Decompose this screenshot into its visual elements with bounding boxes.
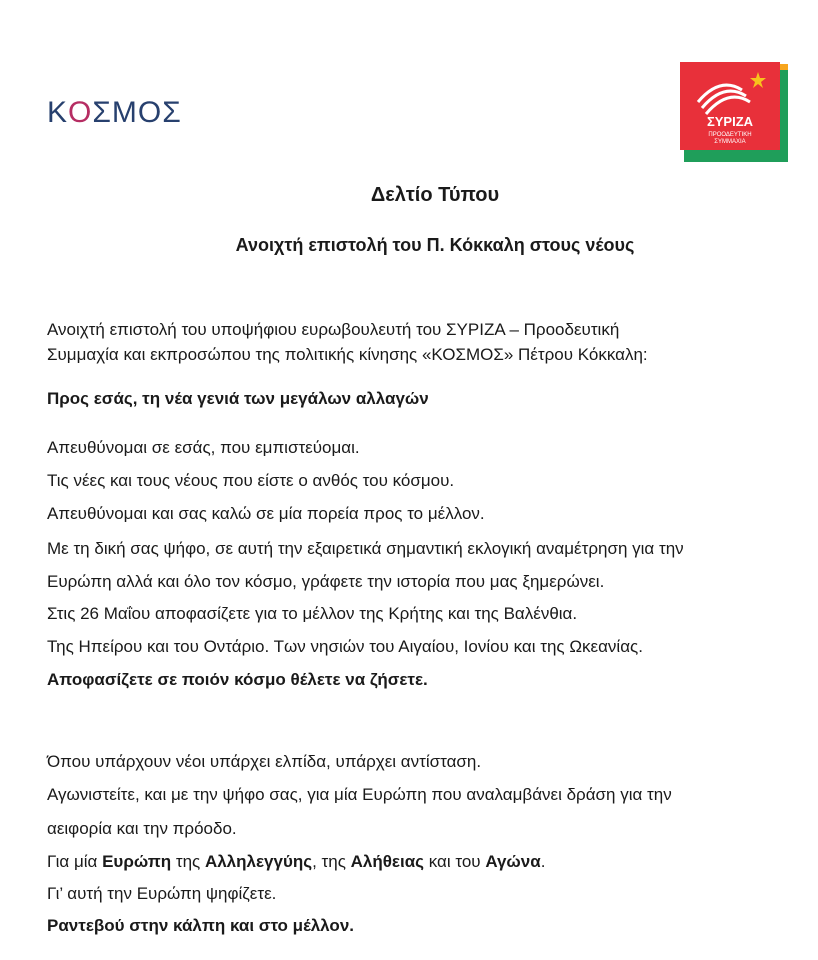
word-truth: Αλήθειας: [350, 852, 425, 871]
document-subtitle: Ανοιχτή επιστολή του Π. Κόκκαλη στους νέους: [235, 235, 635, 255]
letter-heading: Προς εσάς, τη νέα γενιά των μεγάλων αλλαγών: [47, 389, 429, 408]
paragraph-line: Απευθύνομαι σε εσάς, που εμπιστεύομαι.: [47, 438, 360, 457]
solidarity-line: Για μία Ευρώπη της Αλληλεγγύης, της Αλήθειας και του Αγώνα.: [47, 852, 546, 871]
document-title: Δελτίο Τύπου: [370, 184, 500, 206]
paragraph-line-bold: Αποφασίζετε σε ποιόν κόσμο θέλετε να ζήσετε.: [47, 670, 428, 689]
syriza-logo-sub2: ΣΥΜΜΑΧΙΑ: [714, 139, 746, 145]
paragraph-line: Τις νέες και τους νέους που είστε ο ανθός του κόσμου.: [47, 471, 455, 490]
paragraph-line: Στις 26 Μαΐου αποφασίζετε για το μέλλον της Κρήτης και της Βαλένθια.: [47, 604, 578, 623]
syriza-logo: [680, 62, 794, 164]
syriza-logo-name: ΣΥΡΙΖΑ: [706, 114, 754, 129]
paragraph-line: Απευθύνομαι και σας καλώ σε μία πορεία προς το μέλλον.: [47, 504, 485, 523]
intro-line-2: Συμμαχία και εκπροσώπου της πολιτικής κίνησης «ΚΟΣΜΟΣ» Πέτρου Κόκκαλη:: [47, 345, 648, 364]
word-europe: Ευρώπη: [102, 852, 172, 871]
paragraph-line: Της Ηπείρου και του Οντάριο. Των νησιών του Αιγαίου, Ιονίου και της Ωκεανίας.: [47, 637, 643, 656]
word-struggle: Αγώνα: [485, 852, 541, 871]
syriza-logo-sub1: ΠΡΟΟΔΕΥΤΙΚΗ: [708, 132, 752, 138]
paragraph-line: Με τη δική σας ψήφο, σε αυτή την εξαιρετικά σημαντική εκλογική αναμέτρηση για την: [47, 539, 684, 558]
word-solidarity: Αλληλεγγύης: [204, 852, 313, 871]
paragraph-line: αειφορία και την πρόοδο.: [47, 819, 237, 838]
paragraph-line: Γι’ αυτή την Ευρώπη ψηφίζετε.: [47, 884, 277, 903]
kosmos-logo-accent-letter: Ο: [68, 96, 93, 129]
kosmos-logo: KΟΣΜΟΣ: [47, 96, 182, 129]
paragraph-line: Ευρώπη αλλά και όλο τον κόσμο, γράφετε την ιστορία που μας ξημερώνει.: [47, 572, 605, 591]
intro-line-1: Ανοιχτή επιστολή του υποψήφιου ευρωβουλευτή του ΣΥΡΙΖΑ – Προοδευτική: [47, 320, 620, 339]
paragraph-line: Όπου υπάρχουν νέοι υπάρχει ελπίδα, υπάρχει αντίσταση.: [47, 752, 482, 771]
paragraph-line: Αγωνιστείτε, και με την ψήφο σας, για μία Ευρώπη που αναλαμβάνει δράση για την: [47, 785, 672, 804]
closing-line: Ραντεβού στην κάλπη και στο μέλλον.: [47, 916, 354, 935]
